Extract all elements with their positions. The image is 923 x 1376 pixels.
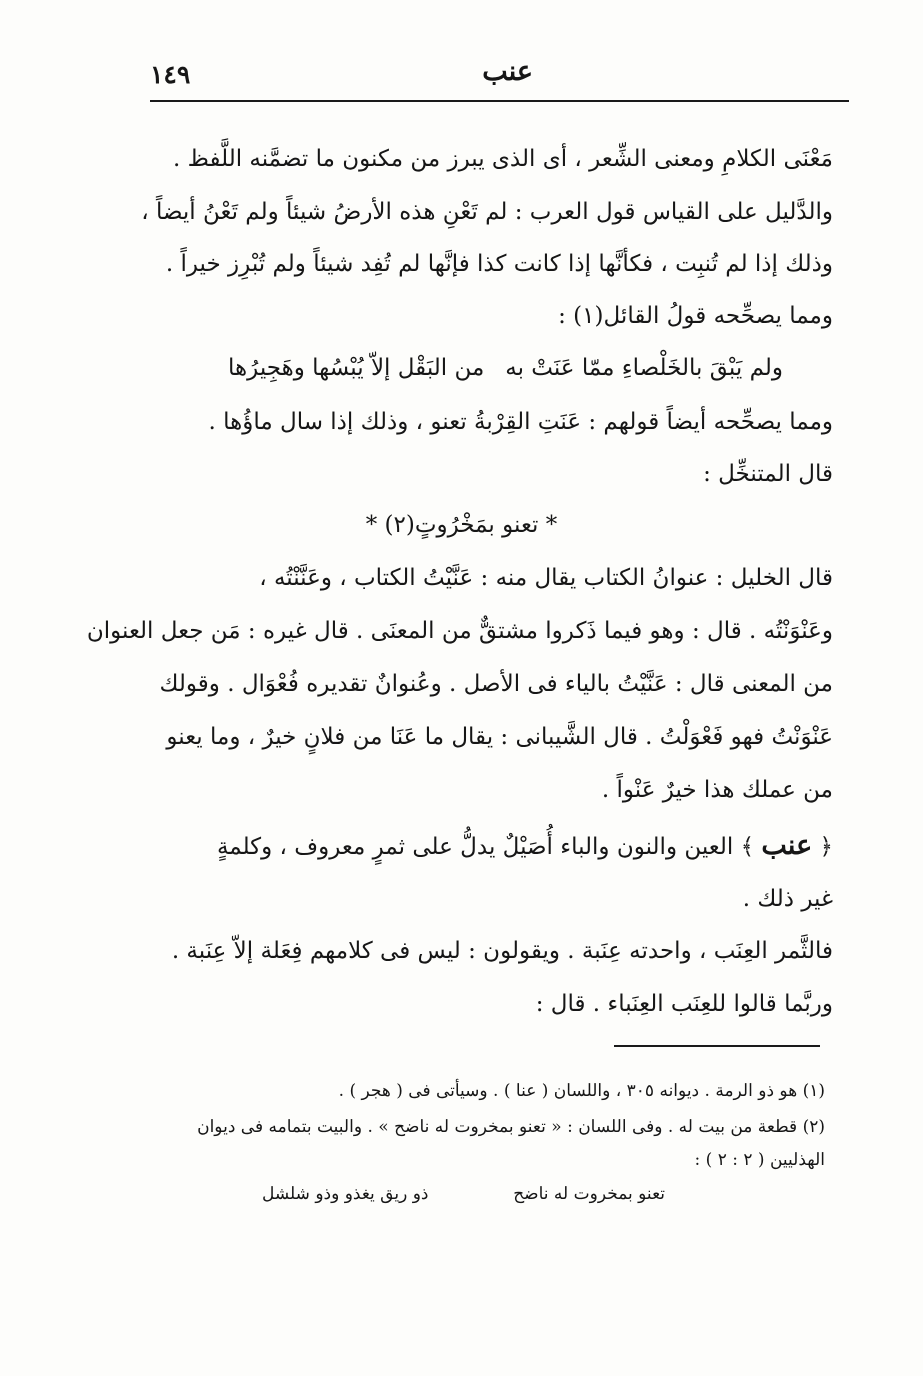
text-line: قال المتنخِّل : (703, 461, 833, 487)
footnote-rule (614, 1045, 820, 1047)
text-line: غير ذلك . (742, 886, 833, 912)
text-line: ومما يصحِّحه قولُ القائل(١) : (558, 303, 833, 329)
text-line: وذلك إذا لم تُنبِت ، فكأنَّها إذا كانت كذا فإنَّها لم تُفِد شيئاً ولم تُبْرِز خيراً . (165, 251, 833, 277)
text-line: ومما يصحِّحه أيضاً قولهم : عَنَتِ القِرْبةُ تعنو ، وذلك إذا سال ماؤُها . (208, 409, 833, 435)
page-number: ١٤٩ (150, 60, 191, 89)
entry-line (152, 832, 833, 859)
text-line: قال الخليل : عنوانُ الكتاب يقال منه : عَنَّيْتُ الكتاب ، وعَنَّنْتُه ، (259, 565, 833, 591)
footnote-verse-hemistich: تعنو بمخروت له ناضح (513, 1184, 665, 1204)
entry-text: العين والنون والباء أُصَيْلٌ يدلُّ على ثمرٍ معروف ، وكلمةٍ (216, 834, 734, 860)
verse-hemistich: من البَقْل إلاّ يُبْسُها وهَجِيرُها (228, 355, 485, 381)
text-line: وعَنْوَنْتُه . قال : وهو فيما ذَكروا مشتقٌّ من المعنَى . قال غيره : مَن جعل العنوان (86, 618, 833, 644)
entry-bracket-close: ﴾ (733, 834, 762, 860)
entry-head-word: عنب (761, 830, 813, 861)
verse-hemistich: ولم يَبْقَ بالخَلْصاءِ ممّا عَنَتْ به (505, 355, 783, 381)
text-line: عَنْوَنْتُ فهو فَعْوَلْتُ . قال الشَّيبانى : يقال ما عَنَا من فلانٍ خيرٌ ، وما يعنو (166, 724, 833, 750)
footnote-2-continuation: الهذليين ( ٢ : ٢ ) : (694, 1150, 825, 1170)
running-head: عنب (482, 56, 533, 87)
entry-bracket-open: ﴿ (812, 834, 833, 860)
footnote-verse-hemistich: ذو ريق يغذو وذو شلشل (262, 1184, 429, 1204)
text-line: من عملك هذا خيرٌ عَنْواً . (601, 777, 833, 803)
footnote-1: (١) هو ذو الرمة . ديوانه ٣٠٥ ، واللسان ( عنا ) . وسيأتى فى ( هجر ) . (338, 1081, 825, 1101)
text-line: مَعْنَى الكلامِ ومعنى الشِّعر ، أى الذى يبرز من مكنون ما تضمَّنه اللَّفظ . (173, 146, 833, 172)
text-line: وربَّما قالوا للعِنَب العِنَباء . قال : (535, 991, 833, 1017)
footnote-2: (٢) قطعة من بيت له . وفى اللسان : « تعنو بمخروت له ناضح » . والبيت بتمامه فى ديوان (197, 1117, 825, 1137)
header-rule (150, 100, 849, 102)
text-line: والدَّليل على القياس قول العرب : لم تَعْنِ هذه الأرضُ شيئاً ولم تَعْنُ أيضاً ، (141, 199, 833, 225)
text-line: فالثَّمر العِنَب ، واحدته عِنَبة . ويقولون : ليس فى كلامهم فِعَلة إلاّ عِنَبة . (171, 938, 833, 964)
verse-fragment: * تعنو بمَخْرُوتٍ(٢) * (365, 512, 558, 538)
text-line: من المعنى قال : عَنَّيْتُ بالياء فى الأصل . وعُنوانٌ تقديره فُعْوَال . وقولك (159, 671, 833, 697)
